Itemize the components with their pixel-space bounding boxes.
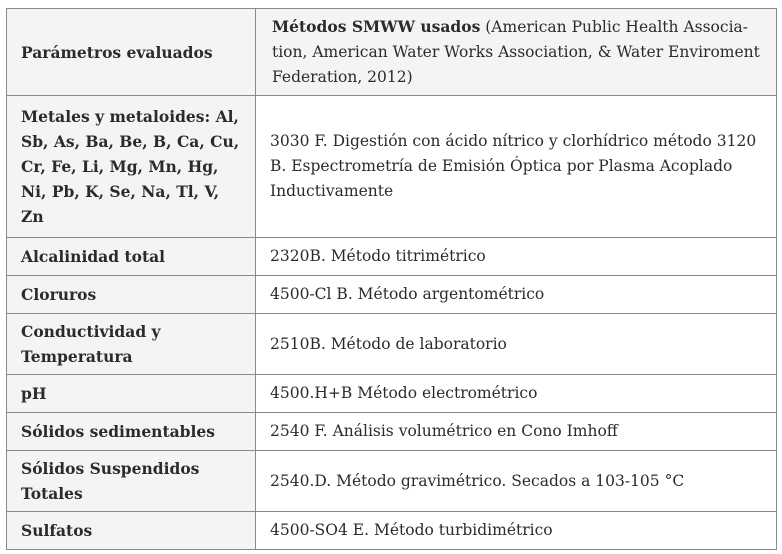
table-row: [7, 96, 777, 238]
parameter-cell: pH: [7, 375, 256, 413]
method-cell: 4500.H+B Método electrométrico: [256, 375, 777, 413]
method-cell: 3030 F. Digestión con ácido nítrico y clorhídrico método 3120 B. Espectrometría de Emisión Óptica por Plasma Acoplado Inductivamente: [256, 96, 777, 238]
header-methods-citation: (American Public Health Associa-tion, American Water Works Association, & Water Enviroment Federation, 2012): [272, 18, 760, 86]
table-row: [7, 238, 777, 276]
parameter-cell: Cloruros: [7, 276, 256, 314]
table-row: [7, 314, 777, 375]
table-row: [7, 451, 777, 512]
header-methods-title: Métodos SMWW usados: [272, 17, 481, 36]
header-methods: [256, 9, 777, 96]
parameter-cell: Conductividad y Temperatura: [7, 314, 256, 375]
header-parameters: [7, 9, 256, 96]
table-header-row: [7, 9, 777, 96]
header-parameters-label: Parámetros evaluados: [21, 42, 213, 62]
method-cell: 2510B. Método de laboratorio: [256, 314, 777, 375]
parameter-cell: Sulfatos: [7, 512, 256, 550]
parameter-cell: Sólidos Suspendidos Totales: [7, 451, 256, 512]
table-row: [7, 413, 777, 451]
table-row: [7, 512, 777, 550]
parameter-cell: Metales y metaloides: Al, Sb, As, Ba, Be, B, Ca, Cu, Cr, Fe, Li, Mg, Mn, Hg, Ni, Pb, K, Se, Na, Tl, V, Zn: [7, 96, 256, 238]
table-row: [7, 375, 777, 413]
table-row: [7, 276, 777, 314]
method-cell: 2540.D. Método gravimétrico. Secados a 103-105 °C: [256, 451, 777, 512]
method-cell: 4500-Cl B. Método argentométrico: [256, 276, 777, 314]
parameter-cell: Sólidos sedimentables: [7, 413, 256, 451]
method-cell: 2540 F. Análisis volumétrico en Cono Imhoff: [256, 413, 777, 451]
method-cell: 2320B. Método titrimétrico: [256, 238, 777, 276]
methods-table: [6, 8, 777, 550]
parameter-cell: Alcalinidad total: [7, 238, 256, 276]
method-cell: 4500-SO4 E. Método turbidimétrico: [256, 512, 777, 550]
